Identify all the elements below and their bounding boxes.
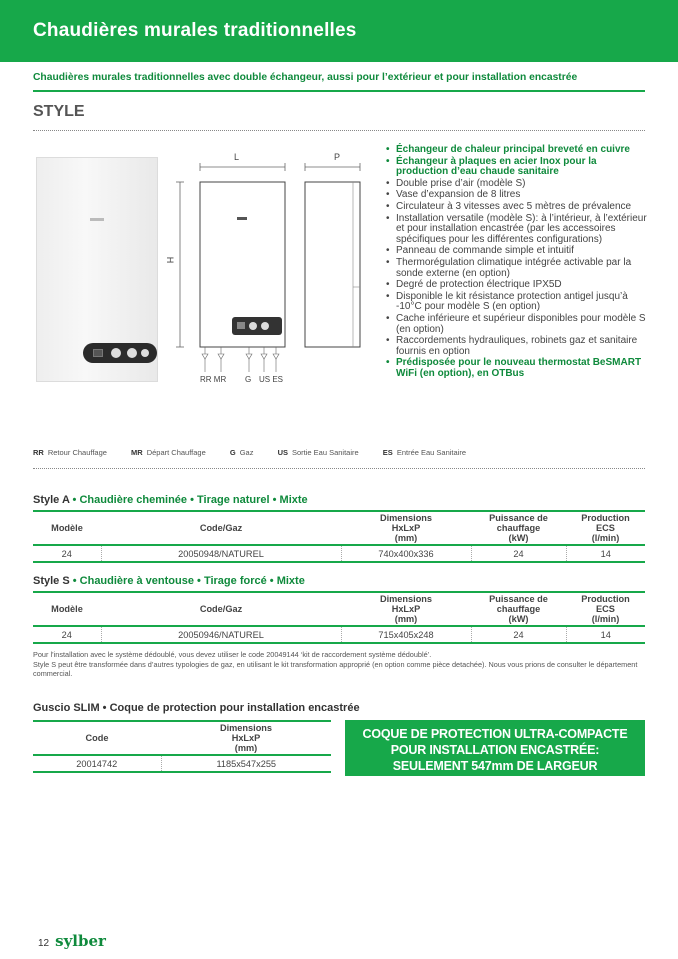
promo-line: COQUE DE PROTECTION ULTRA-COMPACTE	[362, 727, 628, 741]
dimension-diagram	[165, 147, 375, 392]
page-subtitle: Chaudières murales traditionnelles avec double échangeur, aussi pour l’extérieur et pour installation encastrée	[33, 72, 578, 83]
feature-list	[385, 145, 647, 380]
notes	[33, 650, 645, 679]
col-header: Code	[85, 733, 109, 743]
table-row	[33, 626, 645, 643]
col-header: Puissance de chauffage (kW)	[489, 513, 548, 543]
col-header: Modèle	[51, 604, 83, 614]
diagram-drawing	[165, 147, 375, 392]
dim-label-l: L	[234, 152, 240, 162]
legend-item: G Gaz	[229, 448, 254, 457]
page-footer	[38, 932, 106, 950]
feature-item: • Degré de protection électrique IPX5D	[385, 280, 647, 291]
legend-item: US Sortie Eau Sanitaire	[277, 448, 359, 457]
connection-label: G	[245, 375, 252, 384]
col-header: Production ECS (l/min)	[581, 513, 630, 543]
table-row	[33, 545, 645, 562]
feature-item: • Vase d’expansion de 8 litres	[385, 190, 647, 201]
cell-code: 20050946/NATUREL	[101, 626, 341, 643]
divider	[33, 90, 645, 92]
page-header	[0, 0, 678, 62]
boiler-photo	[36, 157, 158, 382]
dim-label-p: P	[334, 152, 341, 162]
product-name: STYLE	[33, 103, 85, 120]
feature-item: • Échangeur à plaques en acier Inox pour la production d’eau chaude sanitaire	[385, 157, 647, 178]
cell-modele: 24	[61, 629, 72, 640]
feature-item: • Panneau de commande simple et intuitif	[385, 246, 647, 257]
section-title-style-s: Style S • Chaudière à ventouse • Tirage forcé • Mixte	[33, 575, 305, 587]
legend-item: RR Retour Chauffage	[33, 448, 107, 457]
connection-label: RR MR	[200, 375, 227, 384]
col-header: Code/Gaz	[199, 604, 243, 614]
spec-table-style-s	[33, 591, 645, 644]
cell-puissance: 24	[471, 545, 566, 562]
col-header: Puissance de chauffage (kW)	[489, 594, 548, 624]
col-header: Production ECS (l/min)	[581, 594, 630, 624]
cell-dimensions: 715x405x248	[341, 626, 471, 643]
cell-production: 14	[566, 626, 645, 643]
spec-table-style-a	[33, 510, 645, 563]
promo-line: SEULEMENT 547mm DE LARGEUR	[392, 759, 598, 773]
cell-modele: 24	[61, 548, 72, 559]
legend-item: MR Départ Chauffage	[131, 448, 206, 457]
col-header: Dimensions HxLxP (mm)	[379, 513, 433, 543]
feature-item: • Thermorégulation climatique intégrée activable par la sonde externe (en option)	[385, 258, 647, 279]
cell-dimensions: 1185x547x255	[161, 755, 331, 772]
cell-production: 14	[566, 545, 645, 562]
divider	[33, 130, 645, 131]
col-header: Modèle	[51, 523, 83, 533]
promo-line: POUR INSTALLATION ENCASTRÉE:	[390, 743, 600, 757]
table-row	[33, 755, 331, 772]
page-number: 12	[38, 938, 50, 949]
feature-item: • Cache inférieure et supérieur disponibles pour modèle S (en option)	[385, 314, 647, 335]
knob	[127, 348, 137, 358]
knob	[111, 348, 121, 358]
cell-code: 20050948/NATUREL	[101, 545, 341, 562]
feature-item: • Prédisposée pour le nouveau thermostat BeSMART WiFi (en option), en OTBus	[385, 358, 647, 379]
section-title-style-a: Style A • Chaudière cheminée • Tirage naturel • Mixte	[33, 494, 308, 506]
cell-code: 20014742	[76, 758, 118, 769]
cell-puissance: 24	[471, 626, 566, 643]
divider	[33, 468, 645, 469]
feature-item: • Double prise d’air (modèle S)	[385, 179, 647, 190]
page-title: Chaudières murales traditionnelles	[33, 20, 357, 41]
feature-item: • Installation versatile (modèle S): à l’intérieur, à l’extérieur et pour installation encastrée (par les accessoires spécifiques pour les différentes configurations)	[385, 214, 647, 246]
promo-banner	[345, 720, 645, 776]
connection-legend	[33, 448, 488, 457]
legend-item: ES Entrée Eau Sanitaire	[382, 448, 467, 457]
control-panel	[83, 343, 157, 363]
col-header: Code/Gaz	[199, 523, 243, 533]
feature-item: • Raccordements hydrauliques, robinets gaz et sanitaire fournis en option	[385, 336, 647, 357]
brand-plate	[90, 218, 104, 221]
col-header: Dimensions HxLxP (mm)	[219, 723, 273, 753]
col-header: Dimensions HxLxP (mm)	[379, 594, 433, 624]
section-title-slim: Guscio SLIM • Coque de protection pour installation encastrée	[33, 702, 360, 714]
cell-dimensions: 740x400x336	[341, 545, 471, 562]
dim-label-h: H	[165, 256, 176, 264]
feature-item: • Échangeur de chaleur principal breveté en cuivre	[385, 145, 647, 156]
connection-label: US ES	[259, 375, 284, 384]
spec-table-slim	[33, 720, 331, 773]
note-line: Style S peut être transformée dans d’autres typologies de gaz, en utilisant le kit transformation approprié (en option comme pièce detachée). Nous vous prions de consulter le département commercial.	[33, 659, 638, 678]
feature-item: • Circulateur à 3 vitesses avec 5 mètres de prévalence	[385, 202, 647, 213]
brand-logo: sylber	[55, 932, 106, 950]
display	[93, 349, 103, 357]
feature-item: • Disponible le kit résistance protection antigel jusqu’à -10°C pour modèle S (en option)	[385, 292, 647, 313]
knob	[141, 349, 149, 357]
note-line: Pour l’installation avec le système dédoublé, vous devez utiliser le code 20049144 ‘kit de raccordement système dédoublé’.	[33, 650, 432, 659]
